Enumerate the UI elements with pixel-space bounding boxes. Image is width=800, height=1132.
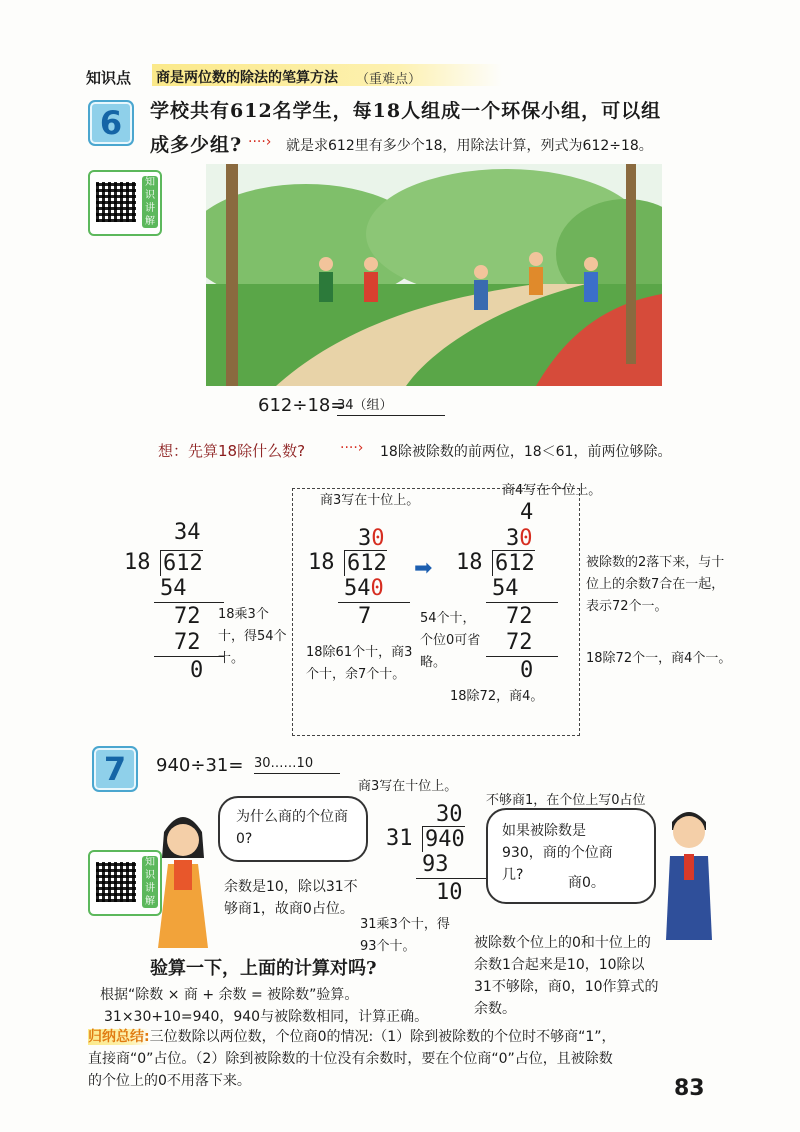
note-drop: 被除数的2落下来，与十位上的余数7合在一起，表示72个一。 [586,555,725,614]
rule-line [416,878,488,879]
summary-text3: 的个位上的0不用落下来。 [88,1073,251,1089]
qr-label: 知识讲解 [142,176,158,228]
boy-figure [656,800,722,940]
qr-code-6[interactable] [88,170,162,236]
quotient: 30 [436,802,463,827]
qr-label: 知识讲解 [142,856,158,908]
girl-question-bubble: 为什么商的个位商0? [218,796,368,862]
example-6-badge: 6 [88,100,134,146]
rule-line [154,656,224,657]
summary-label: 归纳总结: [88,1029,150,1045]
step-72b: 72 [174,630,201,655]
topic-note: （重难点） [356,72,422,87]
long-division-940 [384,802,494,912]
step-540: 540 [344,576,384,601]
example-6-problem-line1: 学校共有612名学生，每18人组成一个环保小组，可以组 [150,100,662,122]
topic-title: 商是两位数的除法的笔算方法 [156,70,338,86]
summary-text1: 三位数除以两位数，个位商0的情况:（1）除到被除数的个位时不够商“1”， [149,1029,616,1045]
divisor: 18 [308,550,335,575]
girl-figure [150,808,216,948]
note-31x3: 31乘3个十，得93个十。 [360,917,450,954]
tree-trunk [226,164,238,386]
check-title: 验算一下，上面的计算对吗? [150,958,377,979]
step-0: 0 [190,658,204,683]
note-72ones: 18除72个一，商4个一。 [586,651,732,666]
example-7-badge: 7 [92,746,138,792]
girl-answer: 余数是10，除以31不够商1，故商0占位。 [224,879,358,917]
rule-line [338,602,410,603]
step2-top: 商4写在个位上。 [502,483,602,498]
dividend: 612 [492,550,535,576]
step-72b: 72 [506,630,533,655]
example-6-problem-line2: 成多少组? [150,134,243,156]
note-72: 18除72，商4。 [450,689,544,704]
think-hint: 18除被除数的前两位，18＜61，前两位够除。 [380,444,672,460]
equation-612: 612÷18= [258,395,346,416]
step-72a: 72 [506,604,533,629]
header [86,64,506,88]
answer-612: 34（组） [337,394,445,416]
arrow-right-icon: ➡ [414,556,433,581]
note-bottom-7: 被除数个位上的0和十位上的余数1合起来是10，10除以31不够除，商0，10作算式的余数。 [474,935,659,1017]
rule-line [486,656,558,657]
dividend: 940 [422,826,465,852]
long-division-2 [304,526,414,629]
step-72a: 72 [174,604,201,629]
divisor: 18 [124,550,151,575]
summary-text2: 直接商“0”占位。（2）除到被除数的十位没有余数时，要在个位商“0”占位，且被除数 [88,1051,613,1067]
boy-question-bubble: 如果被除数是930，商的个位商几? [486,808,656,904]
rule-line [154,602,224,603]
step1-note: 18除61个十，商3个十，余7个十。 [306,645,413,682]
quotient: 30 [358,526,385,551]
child [319,257,333,271]
long-division-1 [120,520,230,683]
think-label: 想：先算18除什么数? [158,442,306,460]
park-illustration [206,164,662,386]
dividend: 612 [344,550,387,576]
step-54: 54 [160,576,187,601]
check-line1: 根据“除数 × 商 + 余数 = 被除数”验算。 [100,987,359,1003]
rule-line [486,602,558,603]
summary [88,1026,728,1092]
boy-answer: 商0。 [568,875,605,891]
answer-940: 30……10 [254,756,340,774]
divisor: 31 [386,826,413,851]
step-93: 93 [422,852,449,877]
quotient: 34 [174,520,201,545]
dividend: 612 [160,550,203,576]
quotient: 30 [506,526,533,551]
note-right-7: 不够商1，在个位上写0占位 [486,793,646,808]
step-54: 54 [492,576,519,601]
topic-highlight [152,64,502,86]
step-7: 7 [358,604,372,629]
quotient-ones: 4 [520,500,534,525]
step1-top: 商3写在十位上。 [320,493,420,508]
qr-code-icon [96,862,136,902]
note-omit: 54个十，个位0可省略。 [420,611,481,670]
equation-940: 940÷31= [156,755,244,776]
step-0: 0 [520,658,534,683]
qr-code-icon [96,182,136,222]
hint-arrow: ····› [248,134,272,150]
note-18x3: 18乘3个十，得54个十。 [218,607,287,666]
divisor: 18 [456,550,483,575]
think-arrow: ····› [340,440,364,456]
note-top-7: 商3写在十位上。 [358,779,458,794]
page-number: 83 [674,1076,705,1101]
step-10: 10 [436,880,463,905]
example-6-hint: 就是求612里有多少个18，用除法计算，列式为612÷18。 [286,138,653,154]
knowledge-tag: 知识点 [86,69,132,87]
check-line2: 31×30+10=940，940与被除数相同，计算正确。 [104,1009,429,1025]
